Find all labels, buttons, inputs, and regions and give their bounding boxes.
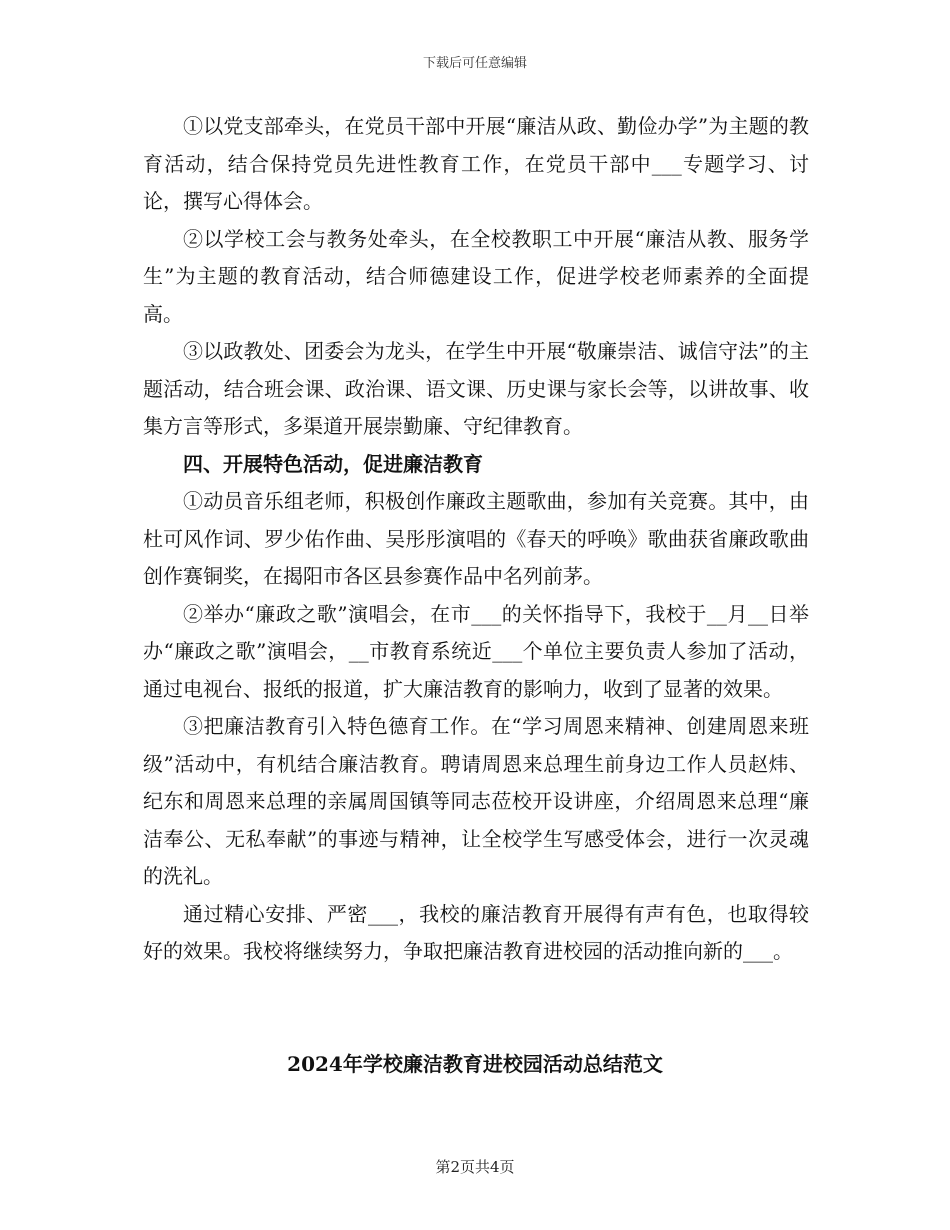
paragraph-2: ②以学校工会与教务处牵头，在全校教职工中开展“廉洁从教、服务学生”为主题的教育活动，结合师德建设工作，促进学校老师素养的全面提高。 — [143, 226, 809, 326]
page-header: 下载后可任意编辑 — [422, 56, 527, 71]
section4-paragraph-1: ①动员音乐组老师，积极创作廉政主题歌曲，参加有关竞赛。其中，由杜可风作词、罗少佑作曲、吴彤彤演唱的《春天的呼唤》歌曲获省廉政歌曲创作赛铜奖，在揭阳市各区县参赛作品中名列前茅。 — [143, 489, 809, 588]
section-heading-4: 四、开展特色活动，促进廉洁教育 — [183, 451, 483, 476]
page-footer: 第2页共4页 — [435, 1158, 515, 1176]
document-title: 2024年学校廉洁教育进校园活动总结范文 — [287, 1052, 663, 1076]
paragraph-1: ①以党支部牵头，在党员干部中开展“廉洁从政、勤俭办学”为主题的教育活动，结合保持党员先进性教育工作，在党员干部中___专题学习、讨论，撰写心得体会。 — [143, 114, 809, 213]
section4-paragraph-2: ②举办“廉政之歌”演唱会，在市___的关怀指导下，我校于__月__日举办“廉政之歌”演唱会，__市教育系统近___个单位主要负责人参加了活动，通过电视台、报纸的报道，扩大廉洁教育的影响力，收到了显著的效果。 — [143, 601, 809, 701]
paragraph-3: ③以政教处、团委会为龙头，在学生中开展“敬廉崇洁、诚信守法”的主题活动，结合班会课、政治课、语文课、历史课与家长会等，以讲故事、收集方言等形式，多渠道开展崇勤廉、守纪律教育。 — [143, 339, 809, 438]
section4-paragraph-3: ③把廉洁教育引入特色德育工作。在“学习周恩来精神、创建周恩来班级”活动中，有机结合廉洁教育。聘请周恩来总理生前身边工作人员赵炜、纪东和周恩来总理的亲属周国镇等同志莅校开设讲座，介绍周恩来总理“廉洁奉公、无私奉献”的事迹与精神，让全校学生写感受体会，进行一次灵魂的洗礼。 — [143, 714, 809, 888]
closing-paragraph: 通过精心安排、严密___，我校的廉洁教育开展得有声有色，也取得较好的效果。我校将继续努力，争取把廉洁教育进校园的活动推向新的___。 — [143, 901, 809, 963]
document-body — [143, 108, 809, 971]
